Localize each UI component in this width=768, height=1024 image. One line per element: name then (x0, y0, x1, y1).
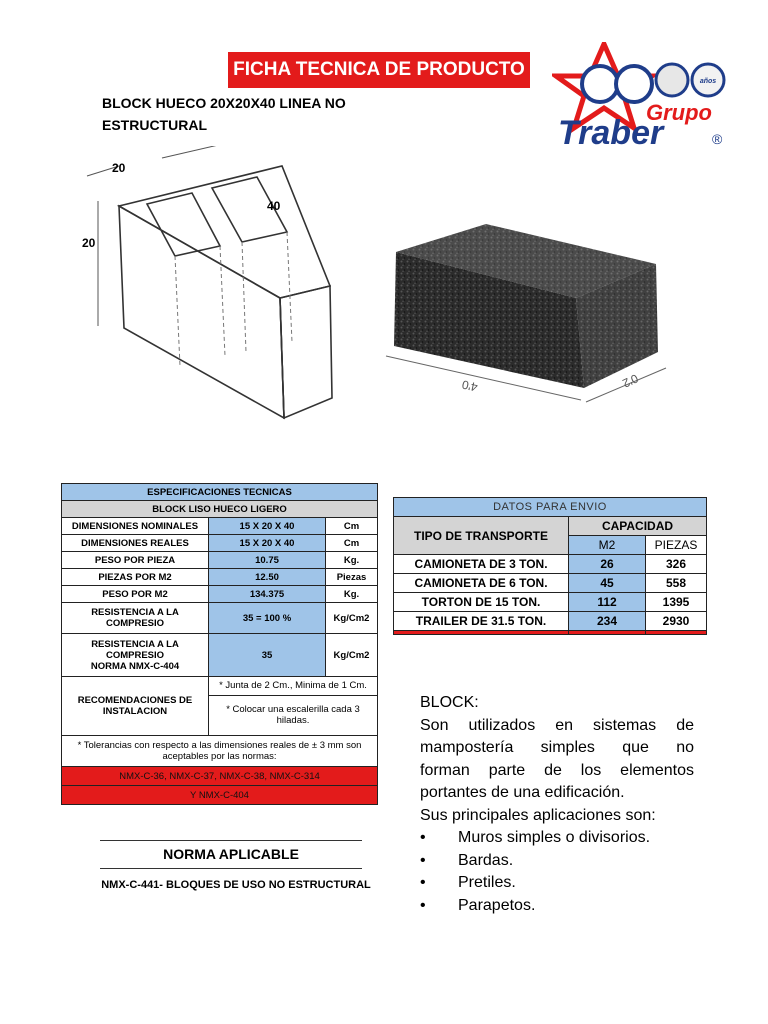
dimension-height-label: 20 (82, 236, 96, 250)
logo-registered-mark: ® (712, 131, 723, 147)
dimension-width-label: 20 (112, 161, 126, 175)
photo-width-label: 0'2 (620, 371, 641, 391)
block-photo (376, 212, 716, 408)
block-line: Sus principales aplicaciones son: (420, 806, 656, 824)
document-title: FICHA TECNICA DE PRODUCTO (228, 52, 530, 88)
bullet-icon: • (420, 829, 426, 846)
block-line: forman parte de los elementos (420, 761, 694, 779)
block-line: Son utilizados en sistemas de (420, 716, 694, 734)
shipping-row: TORTON DE 15 TON. 112 1395 (394, 593, 707, 612)
spec-tolerancias: * Tolerancias con respecto a las dimensiones reales de ± 3 mm son aceptables por las normas: (62, 736, 378, 767)
norma-top-rule (100, 840, 362, 841)
shipping-title: DATOS PARA ENVIO (394, 498, 707, 517)
spec-table: ESPECIFICACIONES TECNICAS BLOCK LISO HUECO LIGERO DIMENSIONES NOMINALES 15 X 20 X 40 Cm DIMENSIONES REALES 15 X 20 X 40 Cm PESO POR PIEZA 10.75 Kg. PIEZAS POR M2 12.50 Piezas PESO POR M2 134.375 Kg. RESISTENCIA A LA COMPRESIO 35 = 100 % Kg/Cm2 RESISTENCIA A LA COMPRESIO NORMA NMX-C-404 35 Kg/Cm2 RECOMENDACIONES DE INSTALACION * Junta de 2 Cm., Minima de 1 Cm. * Colocar una escalerilla cada 3 hiladas. * Tolerancias con respecto a las dimensiones reales de ± 3 mm son aceptables por las normas: NMX-C-36, NMX-C-37, NMX-C-38, NMX-C-314 Y NMX-C-404 (61, 483, 378, 805)
shipping-col-tipo: TIPO DE TRANSPORTE (394, 517, 569, 555)
block-line: portantes de una edificación. (420, 784, 625, 801)
shipping-row: CAMIONETA DE 3 TON. 26 326 (394, 555, 707, 574)
spec-row-resistencia: RESISTENCIA A LA COMPRESIO 35 = 100 % Kg/Cm2 (62, 603, 378, 634)
block-line: mampostería simples que no (420, 739, 694, 756)
spec-row: PESO POR M2 134.375 Kg. (62, 586, 378, 603)
block-description (420, 692, 694, 917)
shipping-row: CAMIONETA DE 6 TON. 45 558 (394, 574, 707, 593)
shipping-red-bar (394, 631, 707, 635)
shipping-col-piezas: PIEZAS (646, 536, 707, 555)
logo-circle-1 (582, 66, 618, 102)
shipping-col-capacidad: CAPACIDAD (569, 517, 707, 536)
spec-row: DIMENSIONES NOMINALES 15 X 20 X 40 Cm (62, 518, 378, 535)
spec-normas-1: NMX-C-36, NMX-C-37, NMX-C-38, NMX-C-314 (62, 767, 378, 786)
norma-title: NORMA APLICABLE (163, 846, 299, 862)
photo-length-label: 4'0 (460, 377, 479, 395)
spec-row-resistencia-norma: RESISTENCIA A LA COMPRESIO NORMA NMX-C-404 35 Kg/Cm2 (62, 634, 378, 677)
logo-text-traber: Traber (558, 114, 664, 152)
logo-circle-3 (656, 64, 688, 96)
spec-row: DIMENSIONES REALES 15 X 20 X 40 Cm (62, 535, 378, 552)
bullet-item: • Muros simples o divisorios. (420, 827, 694, 850)
block-technical-drawing (62, 146, 352, 426)
shipping-row: TRAILER DE 31.5 TON. 234 2930 (394, 612, 707, 631)
bullet-item: • Bardas. (420, 850, 694, 873)
logo-circle-2 (616, 66, 652, 102)
shipping-col-m2: M2 (569, 536, 646, 555)
logo-badge-text: años (699, 78, 717, 85)
spec-row: PIEZAS POR M2 12.50 Piezas (62, 569, 378, 586)
spec-normas-2: Y NMX-C-404 (62, 786, 378, 805)
bullet-icon: • (420, 874, 426, 891)
product-name: BLOCK HUECO 20X20X40 LINEA NO ESTRUCTURAL (102, 95, 346, 133)
norma-bottom-rule (100, 868, 362, 869)
spec-title: ESPECIFICACIONES TECNICAS (62, 484, 378, 501)
bullet-item: • Pretiles. (420, 872, 694, 895)
shipping-table (393, 497, 707, 635)
bullet-item: • Parapetos. (420, 895, 694, 918)
norma-text: NMX-C-441- BLOQUES DE USO NO ESTRUCTURAL (101, 879, 371, 891)
spec-subtitle: BLOCK LISO HUECO LIGERO (62, 501, 378, 518)
bullet-icon: • (420, 851, 426, 869)
spec-row-recomendaciones: RECOMENDACIONES DE INSTALACION * Junta de 2 Cm., Minima de 1 Cm. (62, 677, 378, 696)
grupo-traber-logo (552, 42, 732, 152)
dimension-length-label: 40 (267, 199, 281, 213)
logo-text-grupo: Grupo (646, 100, 712, 125)
bullet-icon: • (420, 896, 426, 914)
spec-row: PESO POR PIEZA 10.75 Kg. (62, 552, 378, 569)
block-heading: BLOCK: (420, 694, 479, 711)
